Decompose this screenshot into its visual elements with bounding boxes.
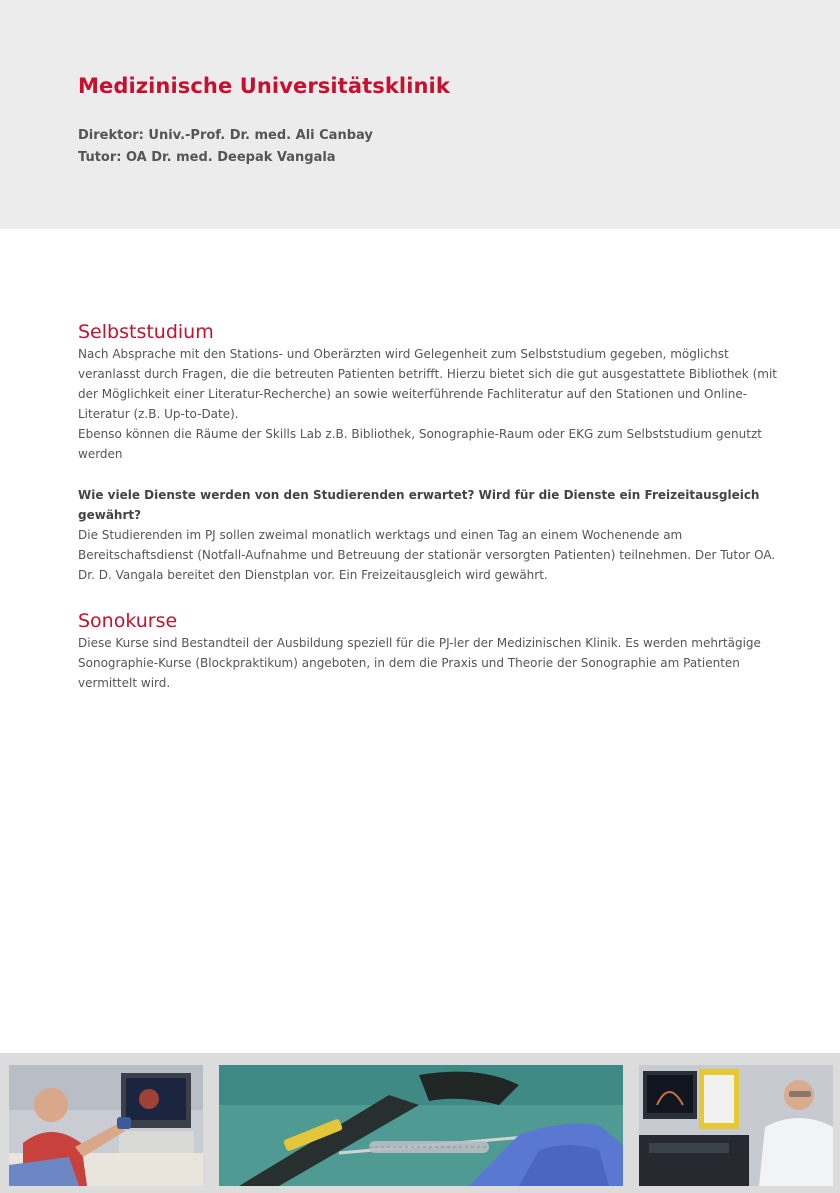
ultrasound-training-photo	[9, 1065, 203, 1186]
endoscope-illustration	[219, 1065, 623, 1186]
section-title-selbststudium: Selbststudium	[78, 321, 214, 343]
services-answer: Die Studierenden im PJ sollen zweimal monatlich werktags und einen Tag an einem Wochenende am Bereitschaftsdienst (Notfall-Aufnahme und Betreuung der stationär versorgten Patienten) teilnehmen. Der Tutor OA. Dr. D. Vangala bereitet den Dienstplan vor. Ein Freizeitausgleich wird gewährt.	[78, 528, 776, 582]
sonokurse-paragraph: Diese Kurse sind Bestandteil der Ausbildung speziell für die PJ-ler der Medizinischen Klinik. Es werden mehrtägige Sonographie-Kurse (Blockpraktikum) angeboten, in dem die Praxis und Theorie der Sonographie am Patienten vermittelt wird.	[78, 636, 761, 690]
selbststudium-paragraph-1: Nach Absprache mit den Stations- und Oberärzten wird Gelegenheit zum Selbststudium gegeben, möglichst veranlasst durch Fragen, die die betreuten Patienten betrifft. Hierzu bietet sich die gut ausgestattete Bibliothek (mit der Möglichkeit einer Literatur-Recherche) an sowie weiterführende Fachliteratur auf den Stationen und Online-Literatur (z.B. Up-to-Date).	[78, 347, 777, 421]
ultrasound-training-illustration	[9, 1065, 203, 1186]
echocardiography-photo	[639, 1065, 833, 1186]
services-question: Wie viele Dienste werden von den Studierenden erwartet? Wird für die Dienste ein Freizeitausgleich gewährt?	[78, 488, 760, 522]
echo-station-illustration	[639, 1065, 833, 1186]
main-content	[78, 320, 794, 693]
selbststudium-paragraph-2: Ebenso können die Räume der Skills Lab z.B. Bibliothek, Sonographie-Raum oder EKG zum Selbststudium genutzt werden	[78, 427, 762, 461]
staff-info	[78, 125, 373, 169]
tutor-line: Tutor: OA Dr. med. Deepak Vangala	[78, 150, 336, 165]
director-line: Direktor: Univ.-Prof. Dr. med. Ali Canbay	[78, 128, 373, 143]
clinic-title: Medizinische Universitätsklinik	[78, 74, 450, 98]
section-selbststudium	[78, 320, 794, 585]
endoscopy-stent-photo	[219, 1065, 623, 1186]
photo-strip	[0, 1053, 840, 1193]
section-title-sonokurse: Sonokurse	[78, 610, 178, 632]
header-band	[0, 0, 840, 229]
section-sonokurse	[78, 609, 794, 693]
